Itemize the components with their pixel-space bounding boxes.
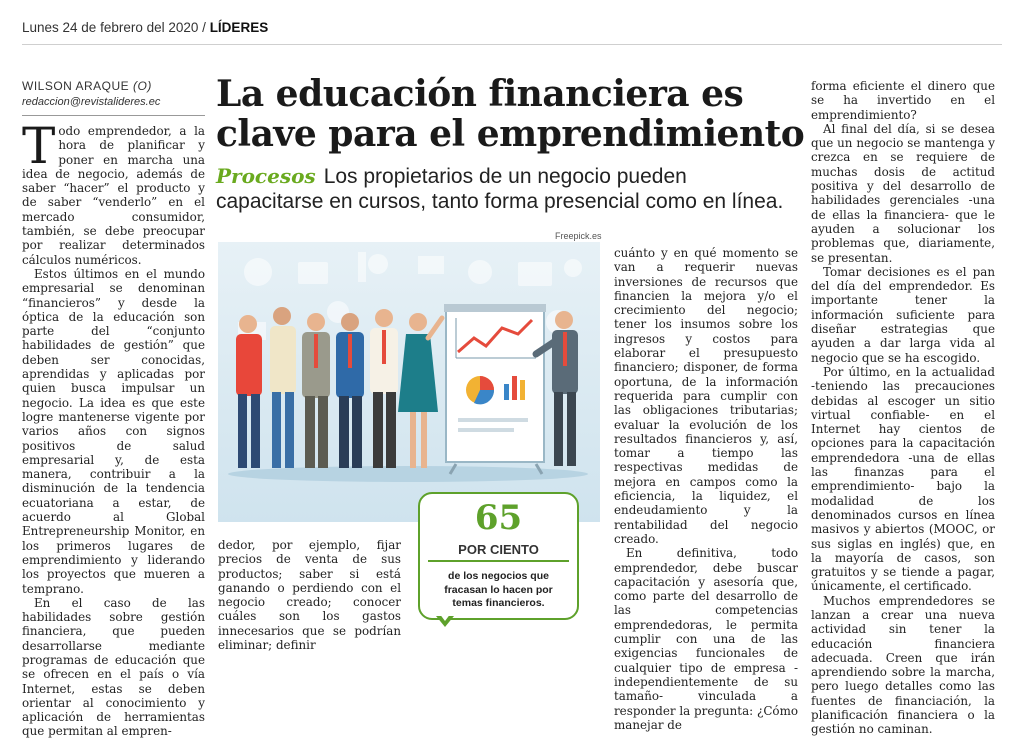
byline-rule [22, 115, 205, 116]
author-name: WILSON ARAQUE [22, 79, 130, 93]
business-team-illustration [218, 242, 600, 522]
stat-number: 65 [474, 498, 523, 538]
deck [216, 164, 796, 214]
byline-email: redaccion@revistalideres.ec [22, 96, 161, 108]
author-suffix: (O) [133, 79, 152, 93]
paragraph: Por último, en la actualidad -teniendo las precauciones debidas al escoger un sitio virtual confiable- en el Internet hay cientos de opciones para la capacitación emprendedora -una de ellas las finanzas para el emprendimiento- bajo la modalidad de los denominados cursos en línea masivos y abiertos (MOOC, or sus siglas en inglés) que, en la mayoría de casos, son gratuitos y se tiende a pagar, únicamente, el certificado. [811, 364, 995, 594]
paragraph: dedor, por ejemplo, fijar precios de venta de sus productos; saber si está ganando o perdiendo con el negocio creado; conocer cuáles son los gastos innecesarios que se podrían eliminar; definir [218, 538, 401, 653]
paragraph-text: odo emprendedor, a la hora de planificar y poner en marcha una idea de negocio, además de saber “hacer” el producto y de saber “venderlo” en el mercado consumidor, también, se debe preocupar por realizar determinados cálculos numéricos. [22, 124, 205, 267]
paragraph: Al final del día, si se desea que un negocio se mantenga y crezca en se requiere de muchas dosis de actitud positiva y del desarrollo de habilidades gerenciales -una de ellas la financiera- que le ayuden a solucionar los problemas que, diariamente, se presentan. [811, 121, 995, 265]
issue-date: Lunes 24 de febrero del 2020 [22, 20, 199, 35]
column-3 [614, 246, 798, 732]
headline-line-2: clave para el emprendimiento [216, 113, 805, 155]
paragraph: Estos últimos en el mundo empresarial se denominan “financieros” y desde la óptica de la educación son parte del “conjunto habilidades de gestión” que deben ser conocidas, aprendidas y aplicadas por quien busca impulsar un negocio. La idea es que este logre mantenerse vigente por varios años con signos positivos de salud empresarial y, de esta manera, contribuir a la disminución de la tendencia ecuatoriana a estar, de acuerdo al Global Entrepreneurship Monitor, en los primeros lugares de emprendimiento y liderando los proyectos que mueren a temprano. [22, 266, 205, 596]
article-illustration [218, 242, 600, 522]
deck-text: Los propietarios de un negocio pueden capacitarse en cursos, tanto forma presencial como en línea. [216, 165, 784, 213]
kicker: Procesos [216, 164, 316, 188]
section-name: LÍDERES [209, 20, 269, 35]
byline-author [22, 79, 152, 93]
presentation-board [444, 304, 546, 474]
stat-text: de los negocios que fracasan lo hacen por temas financieros. [444, 570, 553, 609]
paragraph: En definitiva, todo emprendedor, debe buscar capacitación y asesoría que, como parte del desarrollo de las competencias emprendedoras, le permita cumplir con una de las exigencias funcionales de cualquier tipo de empresa -independientemente de su tamaño- vinculada a responder la pregunta: ¿Cómo manejar de [614, 546, 799, 732]
headline [216, 74, 806, 154]
stat-callout [418, 492, 579, 620]
paragraph: Muchos emprendedores se lanzan a crear una nueva actividad sin tener la educación financiera adecuada. Creen que irán aprendiendo sobre la marcha, pero luego detalles como las fuentes de financiación, la planificación financiera o la gestión no caminan. [811, 593, 995, 737]
header-rule [22, 44, 1002, 45]
column-1 [22, 117, 205, 739]
headline-line-1: La educación financiera es [216, 73, 744, 115]
paragraph: En el caso de las habilidades sobre gestión financiera, que pueden desarrollarse mediante programas de educación que se ofrecen en el país o vía Internet, estas se deben orientar al conocimiento y aplicación de herramientas que permitan al empren- [22, 595, 205, 739]
paragraph: Tomar decisiones es el pan del día del emprendedor. Es importante tener la información suficiente para diseñar estrategias que ayuden a dar larga vida al negocio que se ha escogido. [811, 264, 995, 365]
paragraph: forma eficiente el dinero que se ha invertido en el emprendimiento? [811, 79, 995, 122]
paragraph [22, 117, 205, 267]
page-header [22, 20, 268, 35]
drop-cap: T [22, 117, 56, 175]
audience-figures [236, 307, 442, 468]
callout-tail-inner [439, 613, 451, 621]
stat-divider [428, 560, 569, 562]
column-4 [811, 79, 995, 737]
photo-credit: Freepick.es [555, 231, 602, 241]
stat-unit: POR CIENTO [458, 542, 539, 557]
paragraph: cuánto y en qué momento se van a requerir nuevas inversiones de recursos que financien la mejora y/o el crecimiento del negocio; tener los insumos sobre los ingresos y costos para elaborar el presupuesto financiero; disponer, de forma oportuna, de la información requerida para cumplir con las obligaciones tributarias; evaluar la evolución de los resultados financieros y, así, tomar a tiempo las respectivas medidas de mejora en campos como la eficiencia, la liquidez, el endeudamiento y la rentabilidad del negocio creado. [614, 246, 798, 546]
header-separator: / [202, 20, 206, 35]
column-2 [218, 538, 401, 652]
